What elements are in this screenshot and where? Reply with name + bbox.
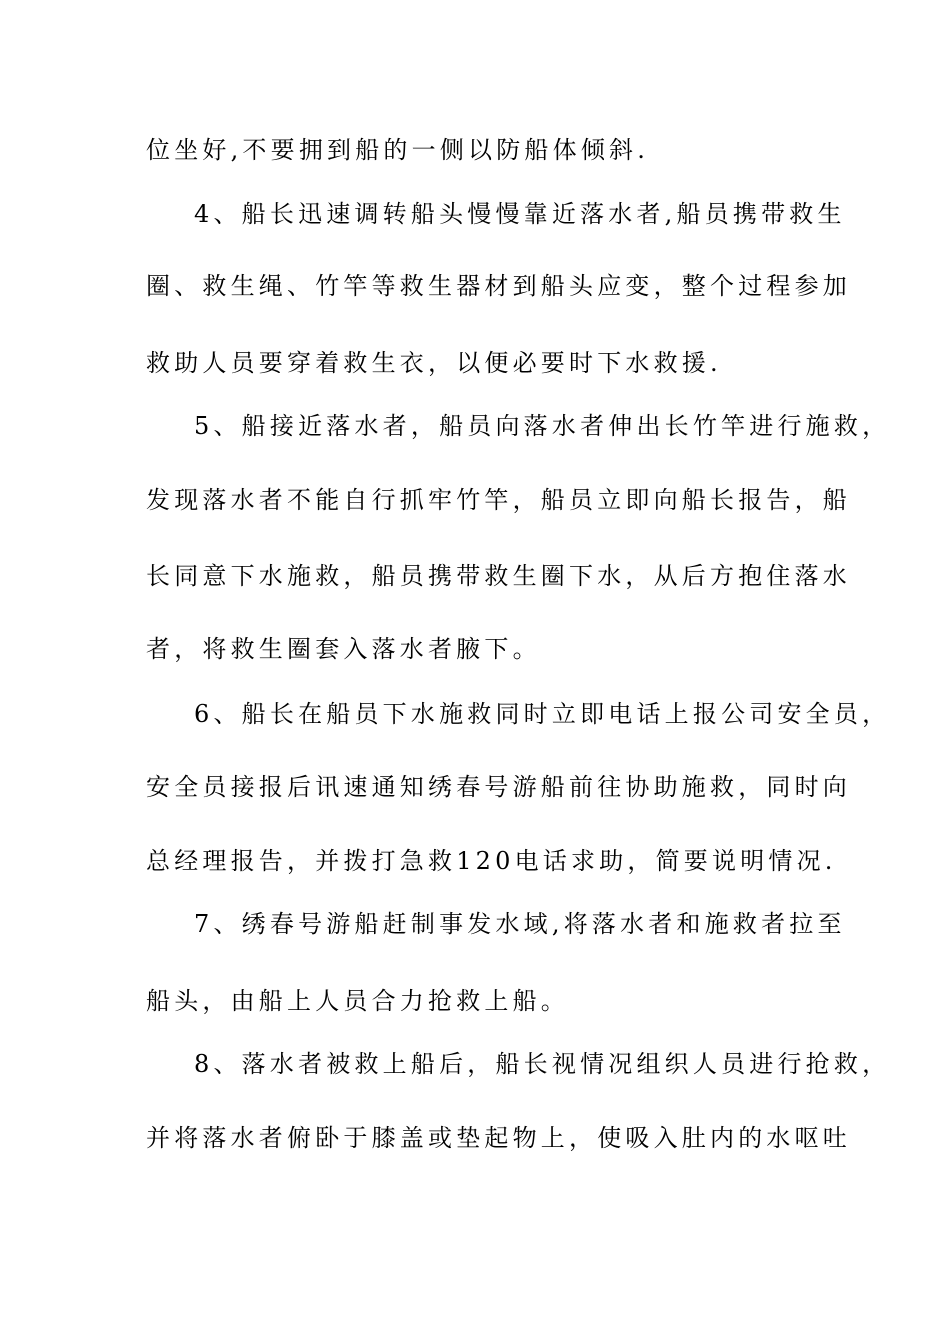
text-line-10: 安全员接报后讯速通知绣春号游船前往协助施救，同时向: [146, 773, 851, 801]
text-line-11: 总经理报告，并拨打急救120电话求助，简要说明情况.: [146, 847, 837, 875]
text-line-14: 8、落水者被救上船后，船长视情况组织人员进行抢救，: [194, 1050, 891, 1078]
text-line-4: 救助人员要穿着救生衣，以便必要时下水救援.: [146, 349, 722, 377]
text-line-12: 7、绣春号游船赶制事发水域,将落水者和施救者拉至: [194, 910, 846, 938]
text-line-2: 4、船长迅速调转船头慢慢靠近落水者,船员携带救生: [194, 200, 846, 228]
text-line-5: 5、船接近落水者，船员向落水者伸出长竹竿进行施救，: [194, 412, 891, 440]
text-line-6: 发现落水者不能自行抓牢竹竿，船员立即向船长报告，船: [146, 486, 851, 514]
text-line-8: 者，将救生圈套入落水者腋下。: [146, 635, 541, 663]
text-line-13: 船头，由船上人员合力抢救上船。: [146, 987, 569, 1015]
text-line-1: 位坐好,不要拥到船的一侧以防船体倾斜.: [146, 136, 650, 164]
text-line-7: 长同意下水施救，船员携带救生圈下水，从后方抱住落水: [146, 562, 851, 590]
text-line-15: 并将落水者俯卧于膝盖或垫起物上，使吸入肚内的水呕吐: [146, 1124, 851, 1152]
text-line-9: 6、船长在船员下水施救同时立即电话上报公司安全员，: [194, 700, 891, 728]
text-line-3: 圈、救生绳、竹竿等救生器材到船头应变，整个过程参加: [146, 272, 851, 300]
